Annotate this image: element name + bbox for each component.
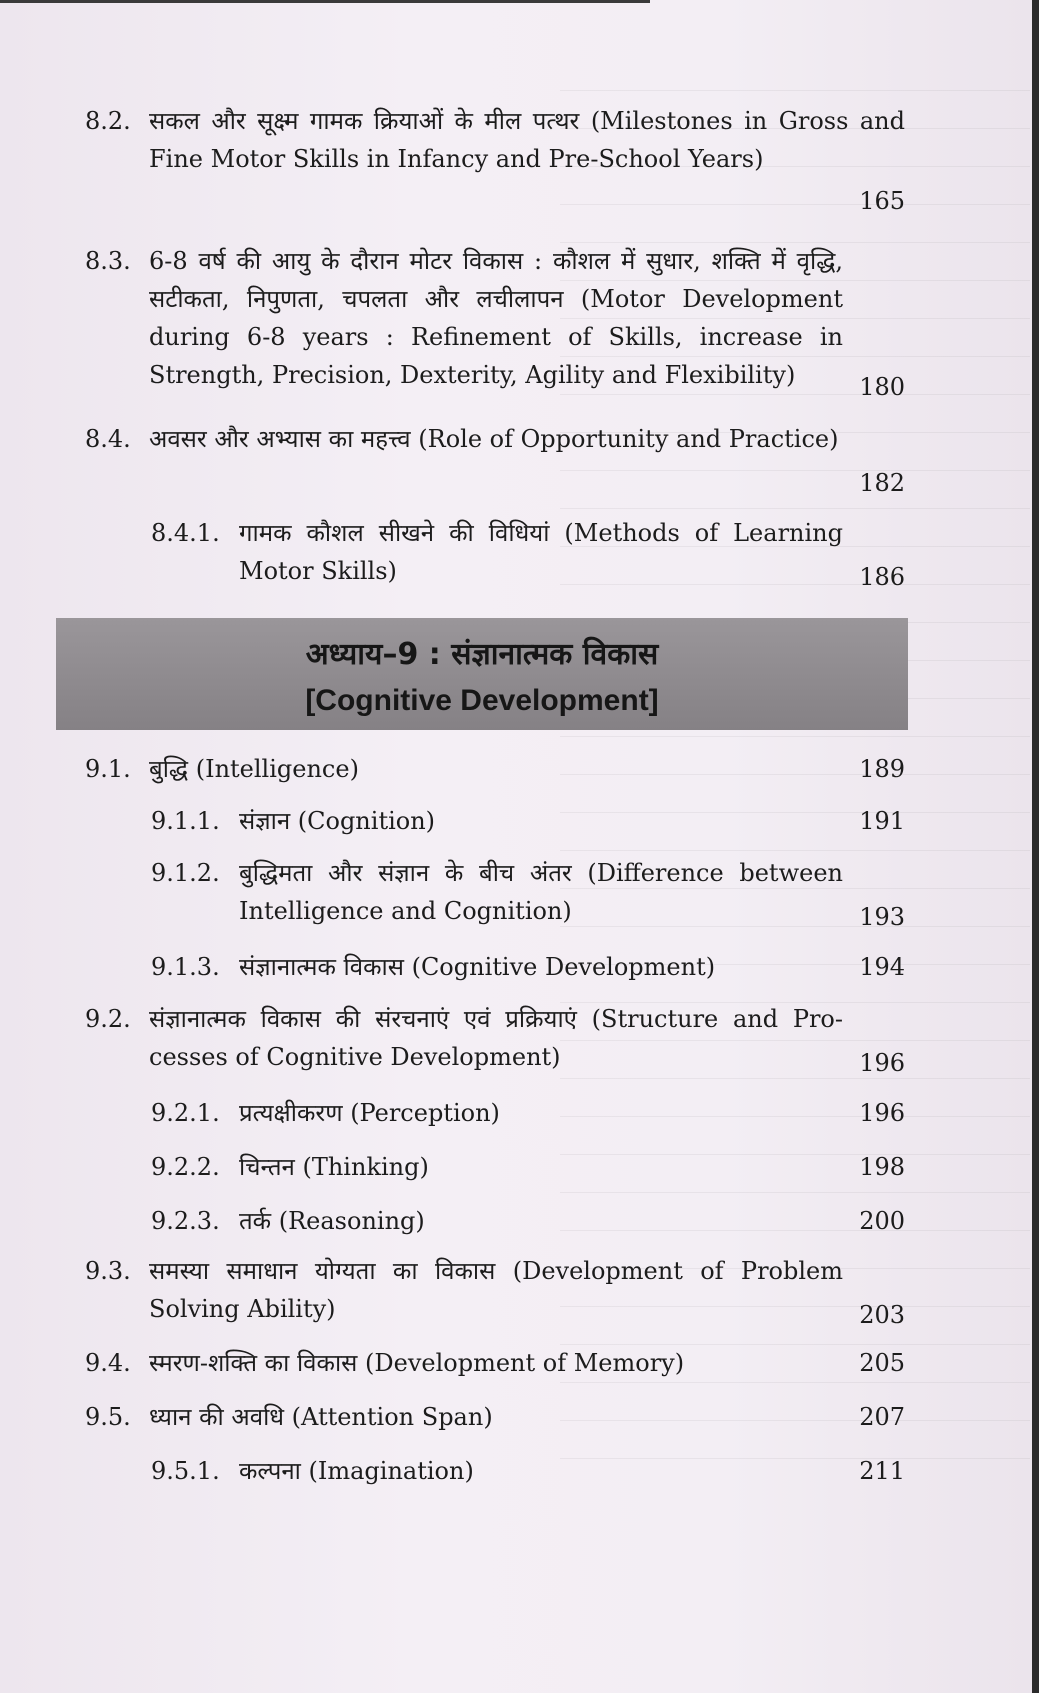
toc-entry-9-4[interactable] xyxy=(85,1344,905,1384)
toc-entry-9-5[interactable] xyxy=(85,1398,905,1438)
toc-entry-number: 9.5.1. xyxy=(151,1457,220,1485)
toc-entry-9-1[interactable] xyxy=(85,750,905,790)
toc-entry-page: 182 xyxy=(859,469,905,497)
toc-entry-title: अवसर और अभ्यास का महत्त्व (Role of Opportunity and Practice) xyxy=(149,425,839,453)
toc-entry-number: 8.4. xyxy=(85,425,131,453)
toc-entry-title: प्रत्यक्षीकरण (Perception) xyxy=(239,1099,500,1127)
toc-entry-title: गामक कौशल सीखने की विधियां (Methods of Learning Motor Skills) xyxy=(239,519,843,585)
chapter-heading-band xyxy=(56,618,908,730)
toc-entry-8-2[interactable] xyxy=(85,102,905,222)
toc-entry-page: 191 xyxy=(859,807,905,835)
toc-entry-9-2-2[interactable] xyxy=(85,1148,905,1188)
toc-entry-title: बुद्धि (Intelligence) xyxy=(149,755,359,783)
toc-entry-title: सकल और सूक्ष्म गामक क्रियाओं के मील पत्थर (Milestones in Gross and Fine Motor Skills in Infancy and Pre-School Years) xyxy=(149,107,905,173)
toc-entry-9-2-1[interactable] xyxy=(85,1094,905,1134)
toc-entry-9-3[interactable] xyxy=(85,1252,905,1332)
toc-entry-number: 9.1. xyxy=(85,755,131,783)
toc-entry-title: तर्क (Reasoning) xyxy=(239,1207,425,1235)
toc-entry-9-1-2[interactable] xyxy=(85,854,905,934)
toc-entry-page: 196 xyxy=(859,1049,905,1077)
toc-entry-page: 203 xyxy=(859,1301,905,1329)
toc-entry-page: 180 xyxy=(859,373,905,401)
toc-entry-title: 6-8 वर्ष की आयु के दौरान मोटर विकास : कौशल में सुधार, शक्ति में वृद्धि, सटीकता, निपुणता, चपलता और लचीलापन (Motor Development during 6-8 years : Refinement of Skills, increase in Strength, Precision, Dexterity, Agility and Flexibility) xyxy=(149,247,843,389)
toc-entry-title: संज्ञानात्मक विकास की संरचनाएं एवं प्रक्रियाएं (Structure and Pro-cesses of Cognitive Development) xyxy=(149,1005,843,1071)
toc-entry-page: 186 xyxy=(859,563,905,591)
toc-entry-page: 193 xyxy=(859,903,905,931)
toc-entry-title: कल्पना (Imagination) xyxy=(239,1457,474,1485)
toc-entry-number: 8.4.1. xyxy=(151,519,220,547)
toc-entry-number: 9.2. xyxy=(85,1005,131,1033)
page-top-edge xyxy=(0,0,650,3)
toc-entry-title: संज्ञान (Cognition) xyxy=(239,807,436,835)
toc-entry-9-1-1[interactable] xyxy=(85,802,905,842)
toc-entry-9-1-3[interactable] xyxy=(85,948,905,988)
toc-entry-page: 205 xyxy=(859,1349,905,1377)
toc-entry-page: 198 xyxy=(859,1153,905,1181)
toc-entry-number: 9.3. xyxy=(85,1257,131,1285)
toc-entry-number: 8.2. xyxy=(85,107,131,135)
toc-entry-8-4[interactable] xyxy=(85,420,905,500)
toc-entry-number: 9.4. xyxy=(85,1349,131,1377)
toc-entry-8-4-1[interactable] xyxy=(85,514,905,594)
toc-entry-number: 9.5. xyxy=(85,1403,131,1431)
toc-entry-page: 196 xyxy=(859,1099,905,1127)
toc-entry-page: 165 xyxy=(859,187,905,215)
toc-entry-9-5-1[interactable] xyxy=(85,1452,905,1492)
toc-entry-page: 207 xyxy=(859,1403,905,1431)
toc-entry-page: 189 xyxy=(859,755,905,783)
toc-entry-number: 9.1.3. xyxy=(151,953,220,981)
toc-entry-number: 9.2.3. xyxy=(151,1207,220,1235)
toc-entry-number: 9.1.2. xyxy=(151,859,220,887)
toc-entry-title: संज्ञानात्मक विकास (Cognitive Development) xyxy=(239,953,716,981)
toc-entry-page: 200 xyxy=(859,1207,905,1235)
toc-entry-number: 9.1.1. xyxy=(151,807,220,835)
toc-entry-page: 194 xyxy=(859,953,905,981)
toc-entry-9-2[interactable] xyxy=(85,1000,905,1080)
toc-entry-9-2-3[interactable] xyxy=(85,1202,905,1242)
chapter-title: अध्याय–9 : संज्ञानात्मक विकास xyxy=(305,637,659,672)
toc-entry-number: 9.2.1. xyxy=(151,1099,220,1127)
chapter-subtitle: [Cognitive Development] xyxy=(305,684,659,717)
toc-entry-title: ध्यान की अवधि (Attention Span) xyxy=(149,1403,493,1431)
toc-entry-title: स्मरण-शक्ति का विकास (Development of Memory) xyxy=(149,1349,685,1377)
toc-entry-title: बुद्धिमता और संज्ञान के बीच अंतर (Difference between Intelligence and Cognition) xyxy=(239,859,843,925)
toc-entry-page: 211 xyxy=(859,1457,905,1485)
toc-entry-title: समस्या समाधान योग्यता का विकास (Development of Problem Solving Ability) xyxy=(149,1257,843,1323)
toc-entry-number: 8.3. xyxy=(85,247,131,275)
toc-entry-title: चिन्तन (Thinking) xyxy=(239,1153,429,1181)
toc-entry-8-3[interactable] xyxy=(85,242,905,402)
toc-entry-number: 9.2.2. xyxy=(151,1153,220,1181)
